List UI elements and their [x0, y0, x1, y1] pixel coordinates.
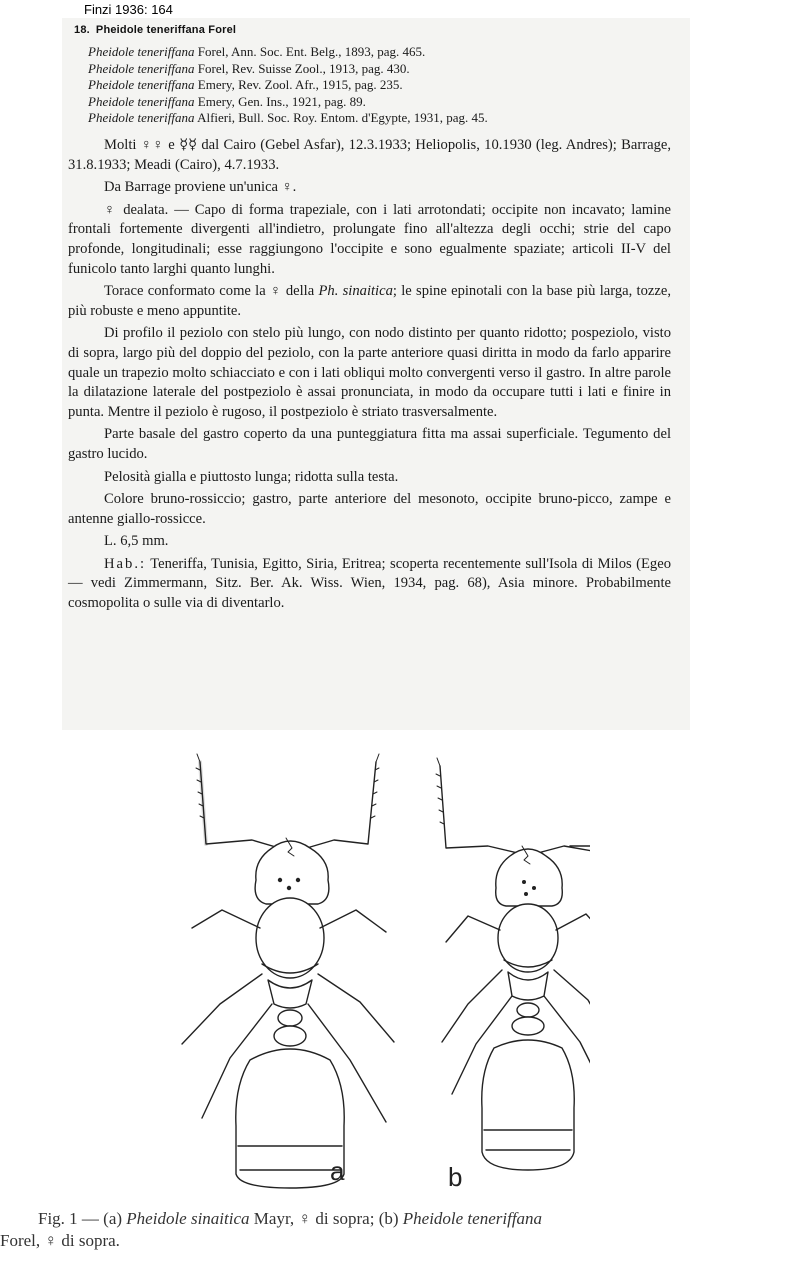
section-heading: [74, 24, 236, 36]
reference-species: Pheidole teneriffana: [88, 110, 195, 126]
reference-citation: Emery, Rev. Zool. Afr., 1915, pag. 235.: [197, 77, 403, 93]
ant-drawing-b: [436, 754, 590, 1170]
reference-citation: Forel, Rev. Suisse Zool., 1913, pag. 430.: [197, 60, 410, 76]
reference-species: Pheidole teneriffana: [88, 60, 195, 76]
reference-item: [88, 61, 688, 78]
paragraph-material: Molti ♀♀ e ☿☿ dal Cairo (Gebel Asfar), 12.3.1933; Heliopolis, 10.1930 (leg. Andres); Barrage, 31.8.1933; Meadi (Cairo), 4.7.1933.: [68, 137, 671, 173]
reference-item: [88, 77, 688, 94]
caption-species-a: Pheidole sinaitica: [126, 1209, 250, 1228]
reference-citation: Forel, Ann. Soc. Ent. Belg., 1893, pag. 465.: [197, 44, 426, 59]
paragraph-head-description: ♀ dealata. — Capo di forma trapeziale, con i lati arrotondati; occipite non incavato; lamine frontali fortemente divergenti all'indietro, prolungate fino all'altezza degli occhi; strie del capo profonde, longitudinali; esse raggiungono l'occipite e sono egualmente spaziate; articoli II-V del funicolo tanto larghi quanto lunghi.: [68, 201, 671, 277]
body-text: [68, 136, 671, 617]
caption-line-1: [0, 1208, 792, 1230]
figure-label-a: a: [330, 1156, 345, 1186]
paragraph-thorax-text-end: ; le spine epinotali con la base più larga, tozze, più robuste e meno appuntite.: [68, 283, 671, 319]
paragraph-gaster: Parte basale del gastro coperto da una punteggiatura fitta ma assai superficiale. Tegumento del gastro lucido.: [68, 426, 671, 462]
habitat-label: Hab.:: [104, 555, 147, 572]
section-title: Pheidole teneriffana Forel: [95, 24, 237, 36]
reference-citation: Emery, Gen. Ins., 1921, pag. 89.: [197, 93, 366, 109]
paragraph-petiole: Di profilo il peziolo con stelo più lungo, con nodo distinto per quanto ridotto; pospeziolo, visto di sopra, largo più del doppio del peziolo, con la parte anteriore quasi diritta in modo da farlo apparire quale un trapezio molto schiacciato e con i lati obliqui molto convergenti verso il gastro. In altre parole la dilatazione laterale del postpeziolo è assai pronunciata, in modo da occupare tutti i lati e finire in punta. Mentre il peziolo è rugoso, il postpeziolo è striato trasversalmente.: [68, 325, 671, 420]
reference-list: [88, 44, 688, 127]
page-label: Finzi 1936: 164: [84, 2, 173, 17]
caption-prefix: Fig. 1 — (a): [38, 1209, 127, 1228]
species-ref-sinaitica: Ph. sinaitica: [318, 283, 393, 300]
reference-item: [88, 94, 688, 111]
habitat-text: Teneriffa, Tunisia, Egitto, Siria, Eritrea; scoperta recentemente sull'Isola di Milos (Egeo — vedi Zimmermann, Sitz. Ber. Ak. Wiss. Wien, 1934, pag. 68), Asia minore. Probabilmente cosmopolita o sulle via di diventarlo.: [68, 555, 671, 612]
paragraph-thorax: [68, 282, 671, 321]
reference-species: Pheidole teneriffana: [88, 44, 195, 59]
reference-species: Pheidole teneriffana: [88, 77, 195, 93]
ant-drawing-a: [182, 754, 394, 1188]
figure-label-b: b: [448, 1162, 463, 1192]
ant-figure: [150, 742, 590, 1202]
section-number: 18.: [74, 24, 90, 36]
reference-item: [88, 110, 688, 127]
paragraph-barrage: Da Barrage proviene un'unica ♀.: [104, 179, 297, 196]
caption-line-2: Forel, ♀ di sopra.: [0, 1231, 120, 1250]
reference-citation: Alfieri, Bull. Soc. Roy. Entom. d'Egypte, 1931, pag. 45.: [197, 110, 488, 126]
paragraph-habitat: [68, 555, 671, 614]
paragraph-thorax-text: Torace conformato come la ♀ della: [104, 283, 319, 300]
caption-mid: Mayr, ♀ di sopra; (b): [249, 1209, 403, 1228]
figure-caption: [0, 1208, 792, 1252]
reference-species: Pheidole teneriffana: [88, 93, 195, 109]
reference-item: [88, 44, 688, 61]
caption-species-b: Pheidole teneriffana: [402, 1209, 543, 1228]
paragraph-color: Colore bruno-rossiccio; gastro, parte anteriore del mesonoto, occipite bruno-picco, zampe e antenne giallo-rossicce.: [68, 491, 671, 527]
paragraph-pilosity: Pelosità gialla e piuttosto lunga; ridotta sulla testa.: [104, 468, 399, 485]
paragraph-length: L. 6,5 mm.: [104, 533, 169, 550]
